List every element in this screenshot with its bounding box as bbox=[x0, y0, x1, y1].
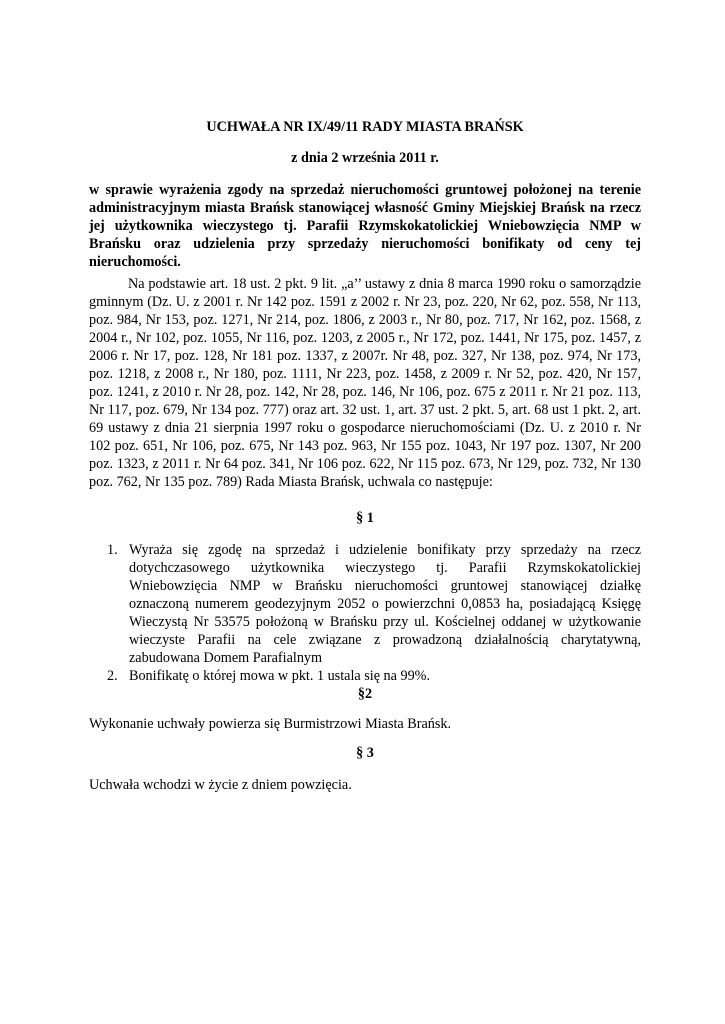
section-3-heading: § 3 bbox=[356, 745, 374, 761]
legal-basis-paragraph: Na podstawie art. 18 ust. 2 pkt. 9 lit. „a’’ ustawy z dnia 8 marca 1990 roku o samorządzie gminnym (Dz. U. z 2001 r. Nr 142 poz. 1591 z 2002 r. Nr 23, poz. 220, Nr 62, poz. 558, Nr 113, poz. 984, Nr 153, poz. 1271, Nr 214, poz. 1806, z 2003 r., Nr 80, poz. 717, Nr 162, poz. 1568, z 2004 r., Nr 102, poz. 1055, Nr 116, poz. 1203, z 2005 r., Nr 172, poz. 1441, Nr 175, poz. 1457, z 2006 r. Nr 17, poz. 128, Nr 181 poz. 1337, z 2007r. Nr 48, poz. 327, Nr 138, poz. 974, Nr 173, poz. 1218, z 2008 r., Nr 180, poz. 1111, Nr 223, poz. 1458, z 2009 r. Nr 52, poz. 420, Nr 157, poz. 1241, z 2010 r. Nr 28, poz. 142, Nr 28, poz. 146, Nr 106, poz. 675 z 2011 r. Nr 21 poz. 113, Nr 117, poz. 679, Nr 134 poz. 777) oraz art. 32 ust. 1, art. 37 ust. 2 pkt. 5, art. 68 ust 1 pkt. 2, art. 69 ustawy z dnia 21 sierpnia 1997 roku o gospodarce nieruchomościami (Dz. U. z 2010 r. Nr 102 poz. 651, Nr 106, poz. 675, Nr 143 poz. 963, Nr 155 poz. 1043, Nr 197 poz. 1307, Nr 200 poz. 1323, z 2011 r. Nr 64 poz. 341, Nr 106 poz. 622, Nr 115 poz. 673, Nr 129, poz. 732, Nr 130 poz. 762, Nr 135 poz. 789) Rada Miasta Brańsk, uchwala co następuje: bbox=[89, 276, 641, 490]
list-item bbox=[89, 667, 641, 685]
list-item-text: Wyraża się zgodę na sprzedaż i udzielenie bonifikaty przy sprzedaży na rzecz dotychczasowego użytkownika wieczystego tj. Parafii Rzymskokatolickiej Wniebowzięcia NMP w Brańsku nieruchomości gruntowej stanowiącej działkę oznaczoną numerem geodezyjnym 2052 o powierzchni 0,0853 ha, posiadającą Księgę Wieczystą Nr 53575 położoną w Brańsku przy ul. Kościelnej oddanej w użytkowanie wieczyste Parafii na cele związane z prowadzoną działalnością charytatywną, zabudowana Domem Parafialnym bbox=[129, 542, 641, 666]
section-1-heading: § 1 bbox=[356, 510, 374, 526]
document-page bbox=[89, 0, 641, 1024]
section-2-heading: §2 bbox=[357, 686, 373, 702]
list-item bbox=[89, 541, 641, 667]
list-item-text: Bonifikatę o której mowa w pkt. 1 ustala się na 99%. bbox=[129, 668, 431, 684]
section-1-list bbox=[89, 541, 641, 685]
list-item-number: 1. bbox=[107, 542, 118, 558]
section-2-text: Wykonanie uchwały powierza się Burmistrzowi Miasta Brańsk. bbox=[89, 716, 452, 732]
section-3-text: Uchwała wchodzi w życie z dniem powzięcia. bbox=[89, 777, 352, 793]
document-title: UCHWAŁA NR IX/49/11 RADY MIASTA BRAŃSK bbox=[206, 119, 524, 135]
document-subject: w sprawie wyrażenia zgody na sprzedaż nieruchomości gruntowej położonej na terenie administracyjnym miasta Brańsk stanowiącej własność Gminy Miejskiej Brańsk na rzecz jej użytkownika wieczystego tj. Parafii Rzymskokatolickiej Wniebowzięcia NMP w Brańsku oraz udzielenia przy sprzedaży nieruchomości bonifikaty od ceny tej nieruchomości. bbox=[89, 182, 641, 270]
list-item-number: 2. bbox=[107, 668, 118, 684]
document-date: z dnia 2 września 2011 r. bbox=[291, 150, 439, 166]
